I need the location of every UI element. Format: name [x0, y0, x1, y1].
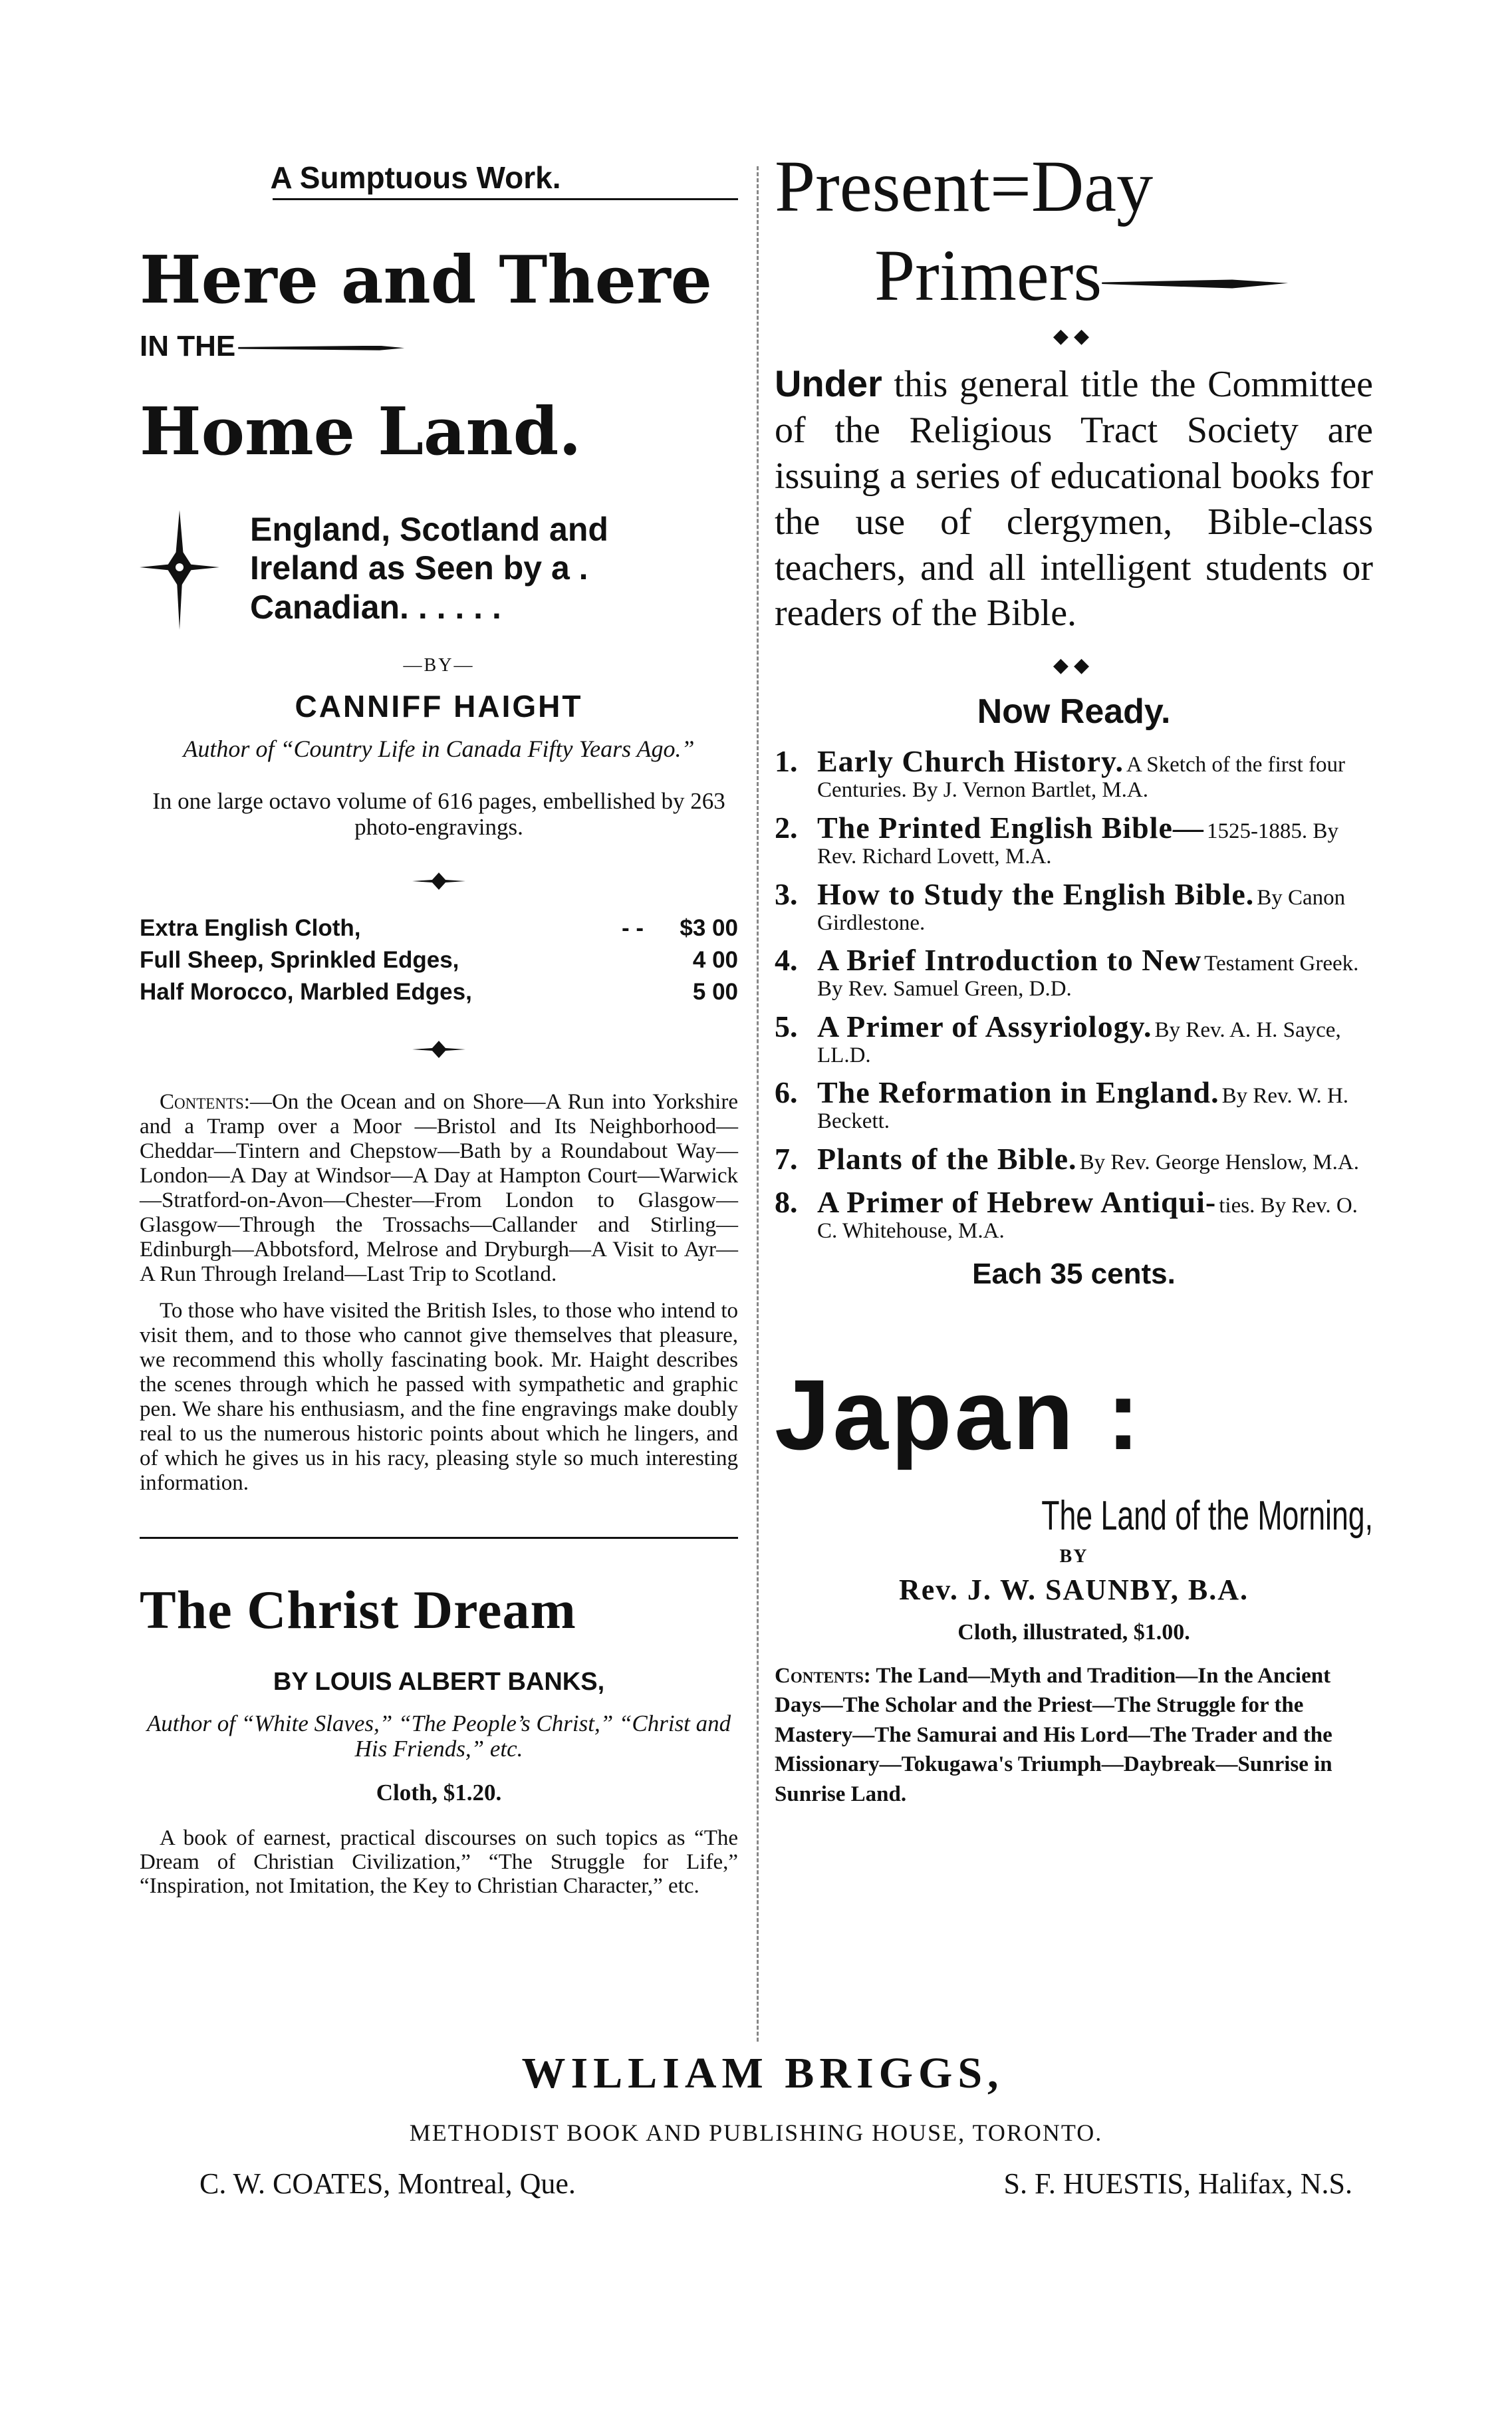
cross-ornament-icon	[140, 510, 219, 630]
primers-title-line2	[775, 233, 1373, 318]
intro-text: this general title the Committee of the Religious Tract Society are issuing a series of educational books for the use of clergymen, Bible-class teachers, and all intelligent students or readers of the Bible.	[775, 364, 1373, 634]
publishing-house: METHODIST BOOK AND PUBLISHING HOUSE, TORONTO.	[409, 2119, 1103, 2146]
book-title-in-the	[140, 330, 738, 363]
item-number: 3.	[775, 877, 798, 911]
item-number: 6.	[775, 1075, 798, 1110]
japan-subtitle: The Land of the Morning,	[1041, 1492, 1373, 1539]
christ-dream-title: The Christ Dream	[140, 1579, 576, 1640]
item-title: The Printed English Bible—	[817, 810, 1204, 845]
publisher-name: WILLIAM BRIGGS,	[521, 2049, 1004, 2097]
book-title-line1: Here and There	[140, 242, 712, 319]
primers-price: Each 35 cents.	[972, 1257, 1176, 1290]
item-title: Early Church History.	[817, 744, 1124, 779]
price-label: Extra English Cloth,	[140, 915, 361, 942]
contents-label: Contents	[160, 1090, 244, 1115]
tagline: A Sumptuous Work.	[270, 160, 561, 195]
list-item	[775, 942, 1373, 1001]
list-item	[775, 1009, 1373, 1067]
contents-text: :—On the Ocean and on Shore—A Run into Yorkshire and a Tramp over a Moor —Bristol and Its Neighborhood—Cheddar—Tintern and Chepstow—Bath by a Roundabout Way—London—A Day at Windsor—A Day at Hampton Court—Warwick—Stratford-on-Avon—Chester—From London to Glasgow—Glasgow—Through the Trossachs—Callander and Stirling—Edinburgh—Abbotsford, Melrose and Dryburgh—A Visit to Ayr—A Run Through Ireland—Last Trip to Scotland.	[140, 1090, 738, 1287]
japan-author: Rev. J. W. SAUNBY, B.A.	[898, 1573, 1249, 1606]
list-item	[775, 743, 1373, 802]
publisher-footer	[0, 2048, 1512, 2201]
list-item	[775, 810, 1373, 869]
primers-intro	[775, 361, 1373, 636]
primers-word: Primers	[874, 235, 1102, 316]
item-title: The Reformation in England.	[817, 1075, 1219, 1110]
item-title: A Primer of Hebrew Antiqui-	[817, 1185, 1217, 1220]
item-number: 4.	[775, 943, 798, 978]
list-item	[775, 877, 1373, 935]
list-item	[775, 1075, 1373, 1133]
price-dash	[622, 976, 654, 1008]
primers-list	[775, 743, 1373, 1242]
list-item	[775, 1184, 1373, 1243]
list-item	[775, 1141, 1373, 1176]
price-label: Full Sheep, Sprinkled Edges,	[140, 947, 459, 974]
japan-by-label: BY	[1059, 1546, 1088, 1567]
flourish-bar	[238, 346, 404, 350]
book-title-line2: Home Land.	[140, 393, 582, 470]
item-number: 2.	[775, 810, 798, 845]
japan-contents-label: Contents	[775, 1663, 864, 1688]
item-title: A Brief Introduction to New	[817, 943, 1202, 978]
item-desc: By Rev. A. H. Sayce, LL.D.	[817, 1017, 1341, 1067]
item-number: 1.	[775, 744, 798, 779]
christ-dream-description: A book of earnest, practical discourses on such topics as “The Dream of Christian Civilization,” “The Struggle for Life,” “Inspiration, not Imitation, the Key to Christian Character,” etc.	[140, 1825, 738, 1899]
price-value: 5 00	[692, 979, 738, 1006]
japan-contents-text: : The Land—Myth and Tradition—In the Ancient Days—The Scholar and the Priest—The Struggle for the Mastery—The Samurai and His Lord—The Trader and the Missionary—Tokugawa's Triumph—Daybreak—Sunrise in Sunrise Land.	[775, 1663, 1332, 1806]
column-divider	[757, 166, 759, 2042]
item-desc: ties. By Rev. O. C. Whitehouse, M.A.	[817, 1194, 1358, 1244]
left-column	[140, 160, 738, 1899]
item-title: How to Study the English Bible.	[817, 877, 1255, 911]
tagline-rule	[273, 198, 738, 200]
volume-description: In one large octavo volume of 616 pages, embellished by 263 photo-engravings.	[152, 788, 725, 840]
diamond-ornament-icon: ◆◆	[1053, 654, 1095, 677]
price-value: 4 00	[692, 947, 738, 974]
subtitle-block	[140, 510, 738, 630]
price-row	[140, 944, 738, 976]
christ-dream-credits: Author of “White Slaves,” “The People’s Christ,” “Christ and His Friends,” etc.	[146, 1710, 731, 1762]
right-column	[775, 146, 1373, 1809]
diamond-ornament-icon: ◆◆	[1053, 325, 1095, 347]
price-dash: - -	[622, 915, 644, 942]
japan-price: Cloth, illustrated, $1.00.	[957, 1619, 1190, 1645]
now-ready-heading: Now Ready.	[977, 692, 1171, 732]
separator-ornament-icon	[140, 1035, 738, 1066]
price-label: Half Morocco, Marbled Edges,	[140, 979, 472, 1006]
author-credits: Author of “Country Life in Canada Fifty Years Ago.”	[183, 735, 695, 762]
primers-title-line1: Present=Day	[775, 146, 1154, 227]
item-number: 7.	[775, 1142, 798, 1176]
japan-title: Japan :	[775, 1358, 1143, 1470]
description-paragraph: To those who have visited the British Isles, to those who intend to visit them, and to those who cannot give themselves that pleasure, we recommend this wholly fascinating book. Mr. Haight describes the scenes through which he passed with sympathetic and graphic pen. We share his enthusiasm, and the fine engravings make doubly real to us the numerous historic points about which he lingers, and of which he gives us in his racy, pleasing style so much interesting information.	[140, 1299, 738, 1495]
intro-lead: Under	[775, 362, 882, 404]
separator-ornament-icon	[140, 867, 738, 898]
item-desc: By Rev. W. H. Beckett.	[817, 1084, 1349, 1134]
price-dash	[622, 944, 654, 976]
item-number: 5.	[775, 1009, 798, 1043]
japan-contents	[775, 1661, 1373, 1810]
author-name: CANNIFF HAIGHT	[295, 688, 583, 724]
item-desc: Testament Greek. By Rev. Samuel Green, D.D.	[817, 952, 1359, 1002]
by-label: —BY—	[403, 654, 475, 676]
item-desc: 1525-1885. By Rev. Richard Lovett, M.A.	[817, 819, 1338, 869]
book-subtitle: England, Scotland and Ireland as Seen by a . Canadian. . . . . .	[250, 510, 608, 626]
item-desc: By Rev. George Henslow, M.A.	[1079, 1150, 1359, 1175]
item-number: 8.	[775, 1185, 798, 1220]
christ-dream-price: Cloth, $1.20.	[376, 1779, 502, 1806]
agent-halifax: S. F. HUESTIS, Halifax, N.S.	[1003, 2167, 1352, 2200]
contents-paragraph	[140, 1090, 738, 1287]
price-table	[140, 912, 738, 1008]
item-desc: A Sketch of the first four Centuries. By J. Vernon Bartlet, M.A.	[817, 753, 1346, 803]
price-value: $3 00	[680, 915, 738, 942]
price-row	[140, 976, 738, 1008]
in-the-text: IN THE	[140, 329, 236, 362]
item-title: Plants of the Bible.	[817, 1142, 1077, 1176]
agent-montreal: C. W. COATES, Montreal, Que.	[199, 2167, 576, 2200]
arrow-flourish-icon	[1102, 275, 1288, 292]
item-title: A Primer of Assyriology.	[817, 1009, 1152, 1043]
price-row	[140, 912, 738, 944]
agents-row	[199, 2167, 1352, 2201]
item-desc: By Canon Girdlestone.	[817, 885, 1346, 935]
christ-dream-author: BY LOUIS ALBERT BANKS,	[273, 1667, 605, 1696]
section-divider	[140, 1537, 738, 1539]
